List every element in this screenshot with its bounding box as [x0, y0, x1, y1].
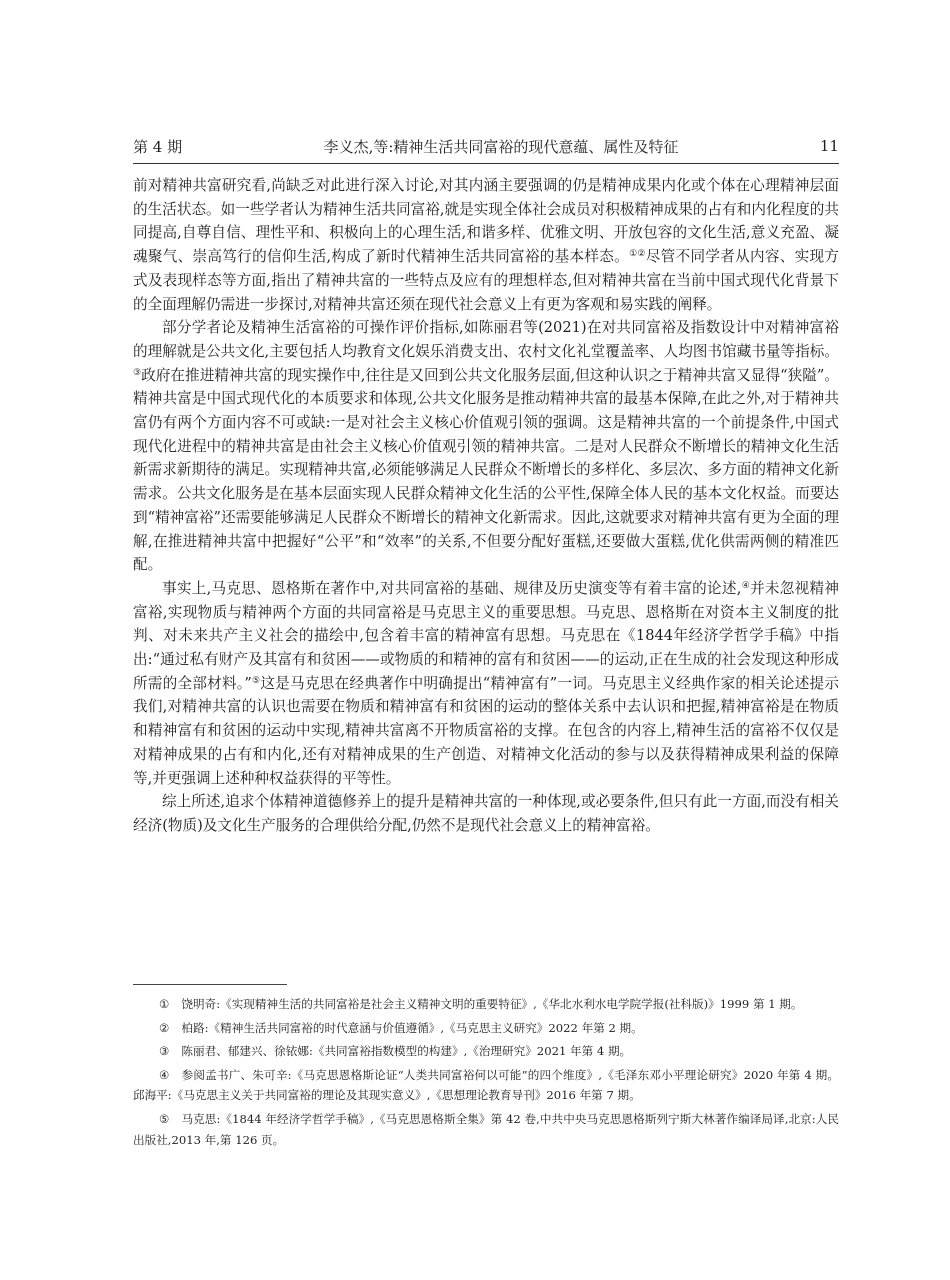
paragraph-2: 部分学者论及精神生活富裕的可操作评价指标,如陈丽君等(2021)在对共同富裕及指数设计中对精神富裕的理解就是公共文化,主要包括人均教育文化娱乐消费支出、农村文化礼堂覆盖率、人均图书馆藏书量等指标。③政府在推进精神共富的现实操作中,往往是又回到公共文化服务层面,但这种认识之于精神共富又显得“狭隘”。精神共富是中国式现代化的本质要求和体现,公共文化服务是推动精神共富的最基本保障,在此之外,对于精神共富仍有两个方面内容不可或缺:一是对社会主义核心价值观引领的强调。这是精神共富的一个前提条件,中国式现代化进程中的精神共富是由社会主义核心价值观引领的精神共富。二是对人民群众不断增长的精神文化生活新需求新期待的满足。实现精神共富,必须能够满足人民群众不断增长的多样化、多层次、多方面的精神文化新需求。公共文化服务是在基本层面实现人民群众精神文化生活的公平性,保障全体人民的基本文化权益。而要达到“精神富裕”还需要能够满足人民群众不断增长的精神文化新需求。因此,这就要求对精神共富有更为全面的理解,在推进精神共富中把握好“公平”和“效率”的关系,不但要分配好蛋糕,还要做大蛋糕,优化供需两侧的精准匹配。: [133, 319, 839, 574]
footnotes: [133, 994, 839, 1153]
footnote-mark: ②: [159, 1020, 170, 1035]
paragraph-4: 综上所述,追求个体精神道德修养上的提升是精神共富的一种体现,或必要条件,但只有此一方面,而没有相关经济(物质)及文化生产服务的合理供给分配,仍然不是现代社会意义上的精神富裕。: [133, 793, 839, 834]
footnote-item: ② 柏路:《精神生活共同富裕的时代意涵与价值遵循》,《马克思主义研究》2022 年第 2 期。: [133, 1018, 839, 1039]
page-number: 11: [819, 137, 839, 155]
footnote-rule: [133, 984, 287, 985]
article-running-title: 李义杰,等:精神生活共同富裕的现代意蕴、属性及特征: [323, 137, 679, 156]
article-body: [133, 174, 839, 838]
paragraph-3: 事实上,马克思、恩格斯在著作中,对共同富裕的基础、规律及历史演变等有着丰富的论述,④并未忽视精神富裕,实现物质与精神两个方面的共同富裕是马克思主义的重要思想。马克思、恩格斯在对资本主义制度的批判、对未来共产主义社会的描绘中,包含着丰富的精神富有思想。马克思在《1844年经济学哲学手稿》中指出:“通过私有财产及其富有和贫困——或物质的和精神的富有和贫困——的运动,正在生成的社会发现这种形成所需的全部材料。”⑤这是马克思在经典著作中明确提出“精神富有”一词。马克思主义经典作家的相关论述提示我们,对精神共富的认识也需要在物质和精神富有和贫困的运动的整体关系中去认识和把握,精神富裕是在物质和精神富有和贫困的运动中实现,精神共富离不开物质富裕的支撑。在包含的内容上,精神生活的富裕不仅仅是对精神成果的占有和内化,还有对精神成果的生产创造、对精神文化活动的参与以及获得精神成果利益的保障等,并更强调上述种种权益获得的平等性。: [133, 579, 839, 787]
footnote-mark: ⑤: [159, 1111, 170, 1126]
paragraph-1: 前对精神共富研究看,尚缺乏对此进行深入讨论,对其内涵主要强调的仍是精神成果内化或个体在心理精神层面的生活状态。如一些学者认为精神生活共同富裕,就是实现全体社会成员对积极精神成果的占有和内化程度的共同提高,自尊自信、理性平和、积极向上的心理生活,和谐多样、优雅文明、开放包容的文化生活,意义充盈、凝魂聚气、崇高笃行的信仰生活,构成了新时代精神生活共同富裕的基本样态。①②尽管不同学者从内容、实现方式及表现样态等方面,指出了精神共富的一些特点及应有的理想样态,但对精神共富在当前中国式现代化背景下的全面理解仍需进一步探讨,对精神共富还须在现代社会意义上有更为客观和易实践的阐释。: [133, 177, 839, 313]
footnote-item: ③ 陈丽君、郁建兴、徐铱娜:《共同富裕指数模型的构建》,《治理研究》2021 年第 4 期。: [133, 1041, 839, 1062]
header-rule: [133, 163, 839, 164]
footnote-ref[interactable]: ④: [741, 580, 751, 591]
running-header: [133, 133, 839, 159]
footnote-ref[interactable]: ③: [133, 367, 142, 378]
footnote-ref[interactable]: ①②: [629, 249, 646, 260]
footnote-mark: ③: [159, 1044, 170, 1059]
issue-number: 第 4 期: [133, 137, 183, 156]
footnote-mark: ④: [159, 1067, 170, 1082]
footnote-item: ① 饶明奇:《实现精神生活的共同富裕是社会主义精神文明的重要特征》,《华北水利水电学院学报(社科版)》1999 第 1 期。: [133, 994, 839, 1015]
footnote-ref[interactable]: ⑤: [251, 675, 261, 686]
footnote-item: ④ 参阅孟书广、朱可辛:《马克思恩格斯论证“人类共同富裕何以可能”的四个维度》,《毛泽东邓小平理论研究》2020 年第 4 期。邱海平:《马克思主义关于共同富裕的理论及其现实意义》,《思想理论教育导刊》2016 年第 7 期。: [133, 1065, 839, 1106]
footnote-item: ⑤ 马克思:《1844 年经济学哲学手稿》,《马克思恩格斯全集》第 42 卷,中共中央马克思恩格斯列宁斯大林著作编译局译,北京:人民出版社,2013 年,第 126 页。: [133, 1109, 839, 1150]
footnote-mark: ①: [159, 997, 170, 1011]
